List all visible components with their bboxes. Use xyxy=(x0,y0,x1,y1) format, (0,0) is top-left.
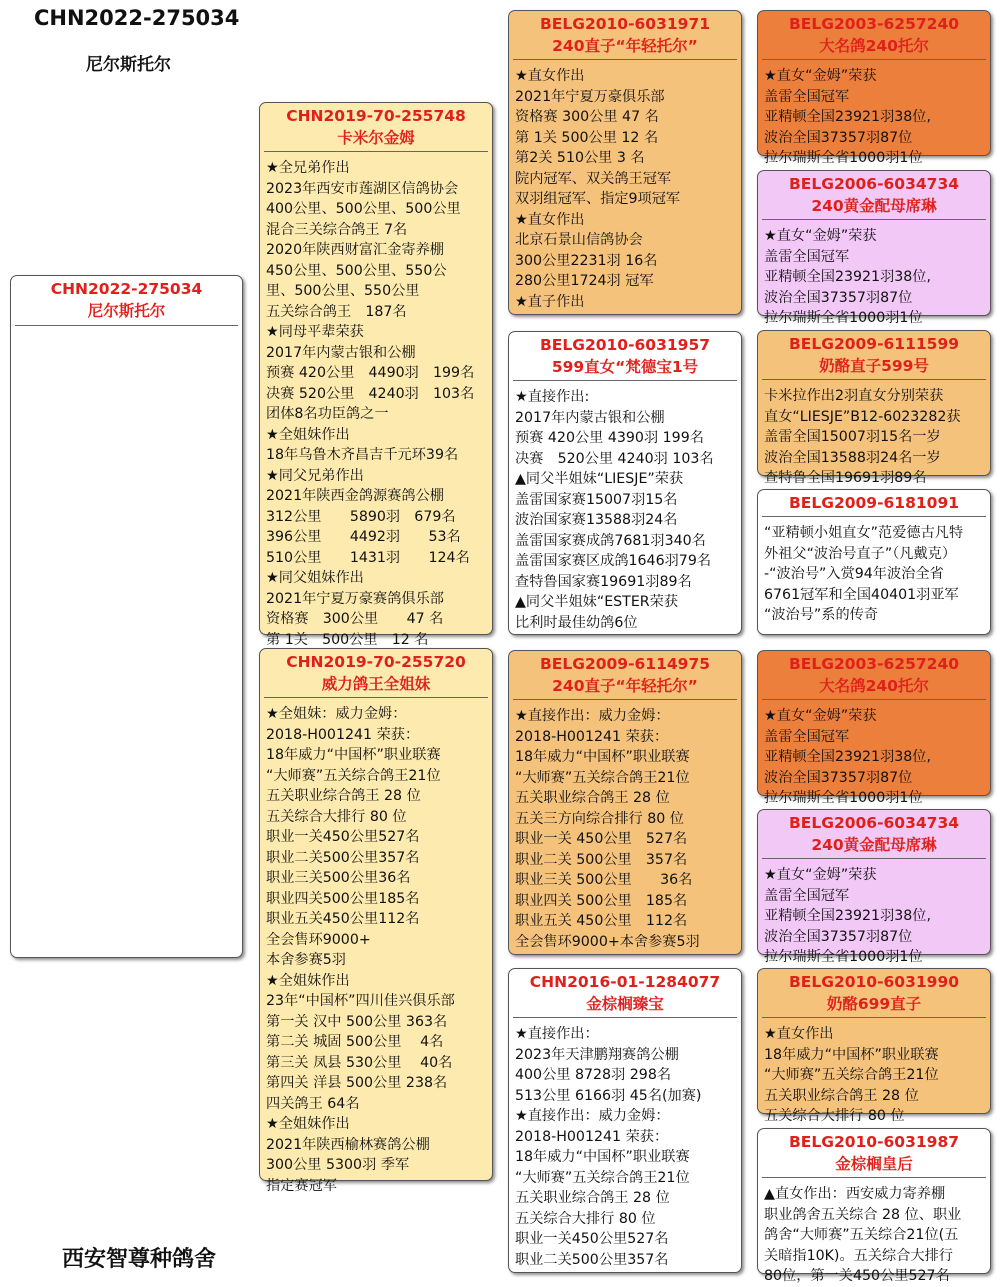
achievements xyxy=(758,859,990,968)
pigeon-name: 卡米尔金姆 xyxy=(337,129,415,147)
achievements xyxy=(509,1018,741,1270)
achievement-line: 双羽组冠军、指定9项冠军 xyxy=(515,191,681,207)
achievement-line: 第一关 汉中 500公里 363名 xyxy=(266,1013,448,1030)
ring-number: CHN2019-70-255748 xyxy=(286,107,466,125)
pedigree-ring-number: CHN2022-275034 xyxy=(34,6,240,30)
ring-number: BELG2006-6034734 xyxy=(788,175,960,193)
achievement-line: ★直接作出：威力金姆： xyxy=(515,708,670,724)
achievement-line: 盖雷全国冠军 xyxy=(764,887,850,904)
achievements xyxy=(260,698,492,1196)
ring-number: CHN2019-70-255720 xyxy=(286,653,466,671)
achievement-line: 资格赛 300公里 47 名 xyxy=(515,109,659,125)
achievement-line: 亚精顿全国23921羽38位, xyxy=(764,749,932,765)
achievement-line: 职业鸽舍五关综合 28 位、职业 xyxy=(764,1206,962,1223)
achievement-line: 18年乌鲁木齐昌吉千元环39名 xyxy=(266,447,459,463)
achievement-line: ★直女作出 xyxy=(515,68,585,84)
ring-number: BELG2009-6111599 xyxy=(788,335,960,353)
achievements xyxy=(11,326,242,332)
dam-sire-card xyxy=(508,650,742,955)
dds-card xyxy=(757,968,991,1124)
achievement-line: 拉尔瑞斯全省1000羽1位 xyxy=(764,150,923,166)
achievement-line: 职业二关500公里357名 xyxy=(266,849,420,866)
sire-card xyxy=(259,102,493,648)
pigeon-name: 240直子“年轻托尔” xyxy=(552,37,698,55)
achievement-line: 五关职业综合鸽王 28 位 xyxy=(764,1087,919,1104)
achievement-line: ★全姐妹作出 xyxy=(266,426,350,443)
ring-number: BELG2010-6031957 xyxy=(539,336,711,354)
loft-name: 西安智尊种鸽舍 xyxy=(62,1247,217,1272)
achievement-line: 300公里2231羽 16名 xyxy=(515,252,658,269)
achievement-line: 职业四关 500公里 185名 xyxy=(515,892,688,909)
achievement-line: 280公里1724羽 冠军 xyxy=(515,273,654,289)
achievement-line: 外祖父“波治号直子”（凡戴克） xyxy=(764,545,957,562)
achievement-line: 23年“中国杯”四川佳兴俱乐部 xyxy=(266,993,455,1009)
achievement-line: 五关综合鸽王 187名 xyxy=(266,303,407,320)
achievement-line: 波治全国37357羽87位 xyxy=(764,289,913,306)
achievement-line: 2023年西安市莲湖区信鸽协会 xyxy=(266,180,459,197)
achievement-line: 院内冠军、双关鸽王冠军 xyxy=(515,170,672,187)
achievement-line: ★同父姐妹作出 xyxy=(266,570,364,586)
subject-card xyxy=(10,275,243,958)
achievement-line: 预赛 420公里 4490羽 199名 xyxy=(266,365,475,381)
achievement-line: “波治号”系的传奇 xyxy=(764,607,879,623)
achievement-line: “大师赛”五关综合鸽王21位 xyxy=(764,1067,939,1083)
achievements xyxy=(509,381,741,633)
achievements xyxy=(509,60,741,312)
achievement-line: 团体8名功臣鸽之一 xyxy=(266,406,389,422)
ring-number: CHN2016-01-1284077 xyxy=(529,973,721,991)
achievement-line: ★直女“金姆”荣获 xyxy=(764,708,877,724)
sdd-card xyxy=(757,489,991,635)
ring-number: BELG2003-6257240 xyxy=(788,15,960,33)
ring-number: BELG2009-6114975 xyxy=(539,655,711,673)
dam-card xyxy=(259,648,493,1194)
achievement-line: 18年威力“中国杯”职业联赛 xyxy=(515,1149,690,1165)
achievement-line: “大师赛”五关综合鸽王21位 xyxy=(515,1169,690,1186)
pigeon-name: 240直子“年轻托尔” xyxy=(552,677,698,695)
achievement-line: 亚精顿全国23921羽38位, xyxy=(764,109,932,125)
achievement-line: 波治全国37357羽87位 xyxy=(764,769,913,786)
achievements xyxy=(758,700,990,809)
achievement-line: ★全姐妹作出 xyxy=(266,1116,350,1132)
pedigree-pigeon-name: 尼尔斯托尔 xyxy=(86,55,171,75)
achievement-line: 第三关 凤县 530公里 40名 xyxy=(266,1054,453,1071)
achievement-line: 2017年内蒙古银和公棚 xyxy=(515,409,665,426)
achievement-line: ★全姐妹：威力金姆： xyxy=(266,706,407,722)
achievement-line: 职业三关 500公里 36名 xyxy=(515,872,693,888)
achievements xyxy=(758,380,990,489)
achievement-line: 五关职业综合鸽王 28 位 xyxy=(266,788,421,804)
achievement-line: 18年威力“中国杯”职业联赛 xyxy=(764,1046,939,1063)
achievement-line: 鸽舍“大师赛”五关综合21位(五 xyxy=(764,1227,959,1243)
achievement-line: 决赛 520公里 4240羽 103名 xyxy=(266,385,475,402)
achievement-line: 亚精顿全国23921羽38位, xyxy=(764,908,932,924)
achievement-line: 五关三方向综合排行 80 位 xyxy=(515,810,684,827)
ring-number: BELG2009-6181091 xyxy=(788,494,960,512)
ring-number: CHN2022-275034 xyxy=(50,280,203,298)
pigeon-name: 240黄金配母席琳 xyxy=(811,197,937,215)
achievement-line: 里、500公里、550公里 xyxy=(266,283,420,299)
achievement-line: 波治全国13588羽24名一岁 xyxy=(764,449,941,466)
achievement-line: 职业一关450公里527名 xyxy=(515,1231,669,1247)
achievement-line: 盖雷全国15007羽15名一岁 xyxy=(764,429,941,445)
pigeon-name: 奶酪直子599号 xyxy=(819,357,929,375)
achievement-line: 比利时最佳幼鸽6位 xyxy=(515,614,638,631)
achievement-line: 6761冠军和全国40401羽亚军 xyxy=(764,586,959,603)
achievement-line: -“波治号”入赏94年波治全省 xyxy=(764,566,944,582)
achievement-line: 波治全国37357羽87位 xyxy=(764,928,913,945)
achievement-line: 职业五关 450公里 112名 xyxy=(515,913,688,929)
achievements xyxy=(758,1178,990,1287)
achievement-line: 450公里、500公里、550公 xyxy=(266,262,447,279)
achievement-line: 拉尔瑞斯全省1000羽1位 xyxy=(764,310,923,326)
sss-card xyxy=(757,10,991,166)
achievements xyxy=(758,60,990,169)
dss-card xyxy=(757,650,991,806)
achievement-line: 第 1关 500公里 12 名 xyxy=(515,129,659,146)
achievement-line: 2018-H001241 荣获： xyxy=(515,728,669,745)
achievement-line: 312公里 5890羽 679名 xyxy=(266,508,456,525)
achievement-line: 五关综合大排行 80 位 xyxy=(515,1210,656,1227)
achievement-line: 全会售环9000+ xyxy=(266,931,371,948)
ring-number: BELG2006-6034734 xyxy=(788,814,960,832)
achievement-line: ★直接作出: xyxy=(515,389,590,405)
achievement-line: 波治国家赛13588羽24名 xyxy=(515,512,678,528)
ring-number: BELG2010-6031971 xyxy=(539,15,711,33)
achievement-line: 职业四关500公里185名 xyxy=(266,890,420,907)
achievement-line: 18年威力“中国杯”职业联赛 xyxy=(515,749,690,765)
achievement-line: 盖雷国家赛成鸽7681羽340名 xyxy=(515,532,706,549)
achievement-line: 第2关 510公里 3 名 xyxy=(515,150,645,166)
achievement-line: “大师赛”五关综合鸽王21位 xyxy=(515,769,690,786)
dam-dam-card xyxy=(508,968,742,1273)
achievement-line: ★直女“金姆”荣获 xyxy=(764,68,877,84)
achievement-line: 第四关 洋县 500公里 238名 xyxy=(266,1075,448,1091)
ddd-card xyxy=(757,1128,991,1284)
achievement-line: 拉尔瑞斯全省1000羽1位 xyxy=(764,949,923,965)
ring-number: BELG2003-6257240 xyxy=(788,655,960,673)
achievement-line: 300公里 5300羽 季军 xyxy=(266,1157,410,1173)
pigeon-name: 240黄金配母席琳 xyxy=(811,836,937,854)
achievement-line: 职业二关 500公里 357名 xyxy=(515,851,688,868)
achievement-line: ★同母平辈荣获 xyxy=(266,324,364,340)
pigeon-name: 金棕榈皇后 xyxy=(835,1155,913,1173)
achievement-line: ★全姐妹作出 xyxy=(266,972,350,989)
achievement-line: 指定赛冠军 xyxy=(266,1177,337,1194)
achievement-line: 五关职业综合鸽王 28 位 xyxy=(515,1190,670,1206)
achievement-line: 2023年天津鹏翔赛鸽公棚 xyxy=(515,1046,679,1063)
achievement-line: 18年威力“中国杯”职业联赛 xyxy=(266,747,441,763)
achievement-line: 盖雷国家赛15007羽15名 xyxy=(515,491,678,508)
achievement-line: ★全兄弟作出 xyxy=(266,160,350,176)
achievement-line: ▲直女作出：西安威力寄养棚 xyxy=(764,1186,946,1202)
achievement-line: 本舍参赛5羽 xyxy=(266,952,346,968)
achievement-line: 波治全国37357羽87位 xyxy=(764,129,913,146)
pigeon-name: 奶酪699直子 xyxy=(826,995,922,1013)
achievement-line: “大师赛”五关综合鸽王21位 xyxy=(266,767,441,784)
ssd-card xyxy=(757,170,991,326)
achievement-line: 亚精顿全国23921羽38位, xyxy=(764,269,932,285)
achievement-line: 职业一关450公里527名 xyxy=(266,829,420,845)
ring-number: BELG2010-6031987 xyxy=(788,1133,960,1151)
achievement-line: 资格赛 300公里 47 名 xyxy=(266,611,444,627)
pigeon-name: 大名鸽240托尔 xyxy=(819,677,929,695)
achievement-line: 第 1关 500公里 12 名 xyxy=(266,631,429,648)
achievement-line: 80位，第一关450公里527名 xyxy=(764,1268,950,1284)
achievements xyxy=(758,517,990,626)
achievement-line: 396公里 4492羽 53名 xyxy=(266,529,461,545)
achievement-line: 职业五关450公里112名 xyxy=(266,911,420,927)
achievement-line: 400公里、500公里、500公里 xyxy=(266,201,461,217)
pigeon-name: 威力鸽王全姐妹 xyxy=(321,675,431,693)
sire-dam-card xyxy=(508,331,742,635)
achievement-line: 2020年陕西财富汇金寄养棚 xyxy=(266,242,444,258)
achievement-line: 北京石景山信鸽协会 xyxy=(515,232,643,248)
achievement-line: 四关鸽王 64名 xyxy=(266,1095,360,1112)
sds-card xyxy=(757,330,991,486)
achievement-line: 盖雷全国冠军 xyxy=(764,248,850,265)
achievement-line: ▲同父半姐妹“ESTER荣获 xyxy=(515,594,679,610)
achievement-line: 五关综合大排行 80 位 xyxy=(764,1108,905,1124)
achievements xyxy=(758,1018,990,1127)
achievement-line: ★直女“金姆”荣获 xyxy=(764,228,877,244)
achievement-line: 510公里 1431羽 124名 xyxy=(266,549,470,566)
ring-number: BELG2010-6031990 xyxy=(788,973,960,991)
pigeon-name: 尼尔斯托尔 xyxy=(87,302,166,320)
achievement-line: 2017年内蒙古银和公棚 xyxy=(266,344,416,361)
achievement-line: ★同父兄弟作出 xyxy=(266,467,364,484)
achievement-line: ★直接作出： xyxy=(515,1026,599,1042)
achievement-line: 五关职业综合鸽王 28 位 xyxy=(515,790,670,806)
achievements xyxy=(509,700,741,952)
achievement-line: 职业一关 450公里 527名 xyxy=(515,831,688,847)
achievement-line: 预赛 420公里 4390羽 199名 xyxy=(515,430,704,446)
achievement-line: 盖雷国家赛区成鸽1646羽79名 xyxy=(515,553,712,569)
achievement-line: 2021年宁夏万豪赛鸽俱乐部 xyxy=(266,590,444,607)
achievement-line: 2021年陕西金鸽源赛鸽公棚 xyxy=(266,488,444,504)
achievement-line: 全会售环9000+本舍参赛5羽 xyxy=(515,933,700,950)
achievement-line: 盖雷全国冠军 xyxy=(764,728,850,745)
pigeon-name: 金棕榈臻宝 xyxy=(586,995,664,1013)
achievement-line: ★直女作出 xyxy=(515,211,585,228)
achievement-line: ★直子作出 xyxy=(515,293,585,310)
achievement-line: 直女“LIESJE”B12-6023282获 xyxy=(764,408,961,425)
achievement-line: 第二关 城固 500公里 4名 xyxy=(266,1034,444,1050)
achievement-line: 混合三关综合鸽王 7名 xyxy=(266,221,408,238)
achievement-line: 2018-H001241 荣获： xyxy=(266,726,420,743)
achievement-line: 盖雷全国冠军 xyxy=(764,88,850,105)
achievement-line: 2018-H001241 荣获： xyxy=(515,1128,669,1145)
achievement-line: 关暗指10K)。五关综合大排行 xyxy=(764,1247,953,1264)
achievement-line: 查特鲁国家赛19691羽89名 xyxy=(515,573,692,590)
achievement-line: ▲同父半姐妹“LIESJE”荣获 xyxy=(515,471,684,487)
pigeon-name: 599直女“梵德宝1号 xyxy=(551,358,699,376)
achievement-line: 2021年陕西榆林赛鸽公棚 xyxy=(266,1136,430,1153)
achievement-line: 职业三关500公里36名 xyxy=(266,870,411,886)
achievement-line: 2021年宁夏万豪俱乐部 xyxy=(515,88,665,105)
achievement-line: 513公里 6166羽 45名(加赛) xyxy=(515,1087,702,1104)
sire-sire-card xyxy=(508,10,742,315)
achievements xyxy=(260,152,492,650)
achievement-line: 决赛 520公里 4240羽 103名 xyxy=(515,450,714,467)
dsd-card xyxy=(757,809,991,965)
achievements xyxy=(758,220,990,329)
achievement-line: ★直女“金姆”荣获 xyxy=(764,867,877,883)
achievement-line: 卡米拉作出2羽直女分别荣获 xyxy=(764,388,944,404)
pigeon-name: 大名鸽240托尔 xyxy=(819,37,929,55)
achievement-line: 查特鲁全国19691羽89名 xyxy=(764,470,927,486)
achievement-line: ★直女作出 xyxy=(764,1026,834,1042)
achievement-line: 五关综合大排行 80 位 xyxy=(266,808,407,825)
achievement-line: 拉尔瑞斯全省1000羽1位 xyxy=(764,790,923,806)
achievement-line: 400公里 8728羽 298名 xyxy=(515,1067,672,1083)
achievement-line: 职业二关500公里357名 xyxy=(515,1251,669,1268)
achievement-line: ★直接作出：威力金姆： xyxy=(515,1108,670,1124)
achievement-line: “亚精顿小姐直女”范爱德古凡特 xyxy=(764,525,964,541)
